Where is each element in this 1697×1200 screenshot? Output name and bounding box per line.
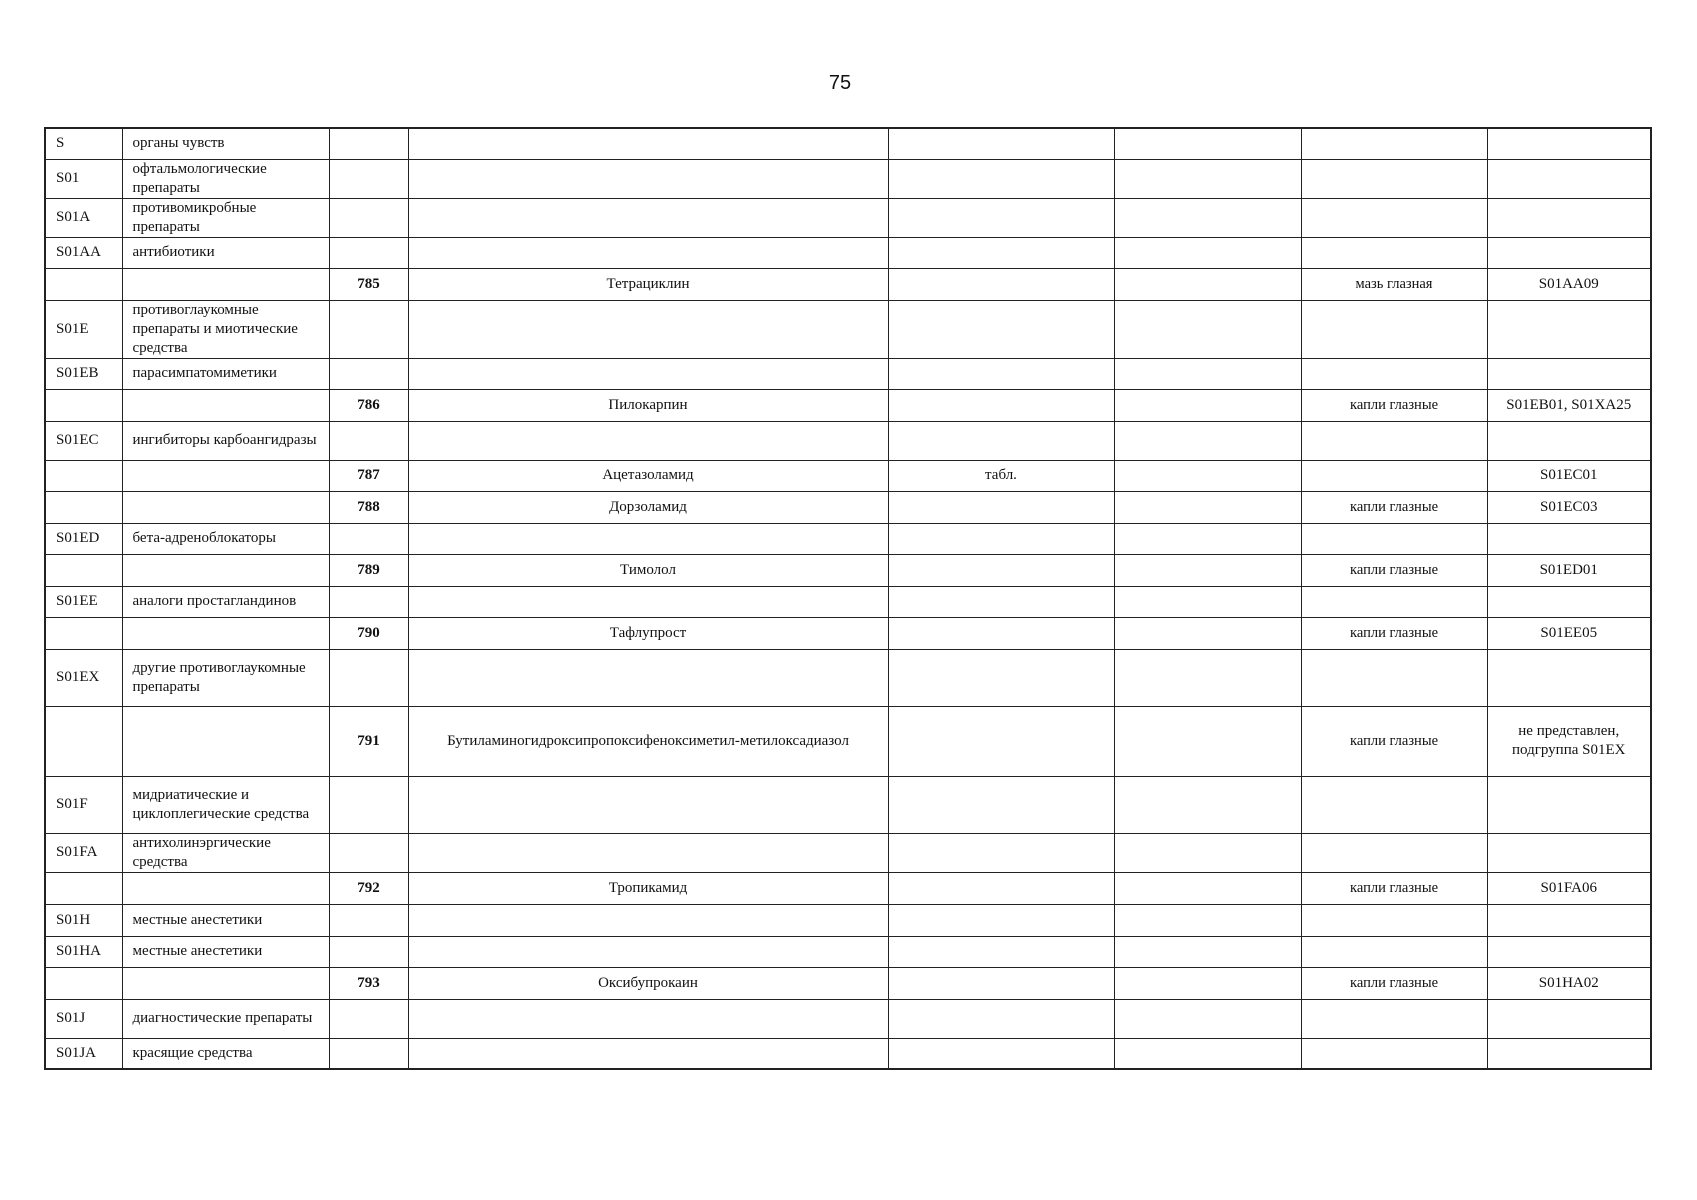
extra-form-cell xyxy=(1114,586,1301,617)
item-number-cell xyxy=(329,159,408,198)
table-row xyxy=(45,554,1651,586)
drug-name-cell: Дорзоламид xyxy=(408,491,888,523)
group-name-cell: парасимпатомиметики xyxy=(122,358,329,389)
drug-name-cell: Оксибупрокаин xyxy=(408,967,888,999)
item-number-cell: 788 xyxy=(329,491,408,523)
extra-form-cell xyxy=(1114,460,1301,491)
table-row xyxy=(45,159,1651,198)
eye-form-cell xyxy=(1301,300,1487,358)
extra-form-cell xyxy=(1114,198,1301,237)
atc-code-cell xyxy=(45,554,122,586)
extra-form-cell xyxy=(1114,649,1301,706)
table-row xyxy=(45,649,1651,706)
dosage-form-cell xyxy=(888,833,1114,872)
dosage-form-cell xyxy=(888,389,1114,421)
dosage-form-cell xyxy=(888,586,1114,617)
atc-reference-cell xyxy=(1487,586,1651,617)
table-row xyxy=(45,967,1651,999)
extra-form-cell xyxy=(1114,389,1301,421)
dosage-form-cell: табл. xyxy=(888,460,1114,491)
extra-form-cell xyxy=(1114,617,1301,649)
item-number-cell: 793 xyxy=(329,967,408,999)
eye-form-cell xyxy=(1301,1038,1487,1069)
atc-code-cell: S xyxy=(45,128,122,159)
table-row xyxy=(45,999,1651,1038)
eye-form-cell xyxy=(1301,999,1487,1038)
eye-form-cell xyxy=(1301,237,1487,268)
atc-reference-cell xyxy=(1487,198,1651,237)
dosage-form-cell xyxy=(888,159,1114,198)
drug-name-cell xyxy=(408,999,888,1038)
atc-reference-cell: S01AA09 xyxy=(1487,268,1651,300)
group-name-cell xyxy=(122,460,329,491)
table-row xyxy=(45,491,1651,523)
item-number-cell xyxy=(329,198,408,237)
dosage-form-cell xyxy=(888,300,1114,358)
eye-form-cell xyxy=(1301,936,1487,967)
extra-form-cell xyxy=(1114,706,1301,776)
eye-form-cell xyxy=(1301,421,1487,460)
eye-form-cell: капли глазные xyxy=(1301,389,1487,421)
extra-form-cell xyxy=(1114,128,1301,159)
group-name-cell xyxy=(122,268,329,300)
eye-form-cell: капли глазные xyxy=(1301,967,1487,999)
extra-form-cell xyxy=(1114,159,1301,198)
atc-reference-cell: S01FA06 xyxy=(1487,872,1651,904)
atc-code-cell: S01J xyxy=(45,999,122,1038)
atc-code-cell xyxy=(45,460,122,491)
atc-reference-cell: не представлен, подгруппа S01EX xyxy=(1487,706,1651,776)
table-row xyxy=(45,617,1651,649)
atc-reference-cell xyxy=(1487,237,1651,268)
drug-name-cell xyxy=(408,421,888,460)
group-name-cell: антибиотики xyxy=(122,237,329,268)
dosage-form-cell xyxy=(888,1038,1114,1069)
item-number-cell: 789 xyxy=(329,554,408,586)
drug-name-cell xyxy=(408,159,888,198)
item-number-cell xyxy=(329,1038,408,1069)
drug-name-cell xyxy=(408,586,888,617)
group-name-cell xyxy=(122,872,329,904)
table-row xyxy=(45,237,1651,268)
atc-code-cell xyxy=(45,967,122,999)
atc-reference-cell xyxy=(1487,421,1651,460)
drug-name-cell xyxy=(408,833,888,872)
extra-form-cell xyxy=(1114,523,1301,554)
group-name-cell: красящие средства xyxy=(122,1038,329,1069)
group-name-cell xyxy=(122,554,329,586)
table-row xyxy=(45,421,1651,460)
table-row xyxy=(45,460,1651,491)
item-number-cell: 786 xyxy=(329,389,408,421)
table-row xyxy=(45,833,1651,872)
extra-form-cell xyxy=(1114,300,1301,358)
atc-code-cell xyxy=(45,491,122,523)
dosage-form-cell xyxy=(888,904,1114,936)
atc-code-cell: S01ED xyxy=(45,523,122,554)
atc-code-cell: S01A xyxy=(45,198,122,237)
eye-form-cell: капли глазные xyxy=(1301,554,1487,586)
drug-name-cell: Тетрациклин xyxy=(408,268,888,300)
drug-name-cell: Пилокарпин xyxy=(408,389,888,421)
table-row xyxy=(45,706,1651,776)
dosage-form-cell xyxy=(888,776,1114,833)
item-number-cell xyxy=(329,237,408,268)
item-number-cell xyxy=(329,300,408,358)
drug-name-cell xyxy=(408,904,888,936)
table-row xyxy=(45,586,1651,617)
atc-code-cell: S01JA xyxy=(45,1038,122,1069)
group-name-cell: диагностические препараты xyxy=(122,999,329,1038)
eye-form-cell xyxy=(1301,128,1487,159)
drug-name-cell xyxy=(408,128,888,159)
drug-name-cell xyxy=(408,358,888,389)
atc-code-cell xyxy=(45,389,122,421)
atc-reference-cell xyxy=(1487,776,1651,833)
group-name-cell: бета-адреноблокаторы xyxy=(122,523,329,554)
eye-form-cell xyxy=(1301,776,1487,833)
extra-form-cell xyxy=(1114,967,1301,999)
atc-code-cell: S01AA xyxy=(45,237,122,268)
table-row xyxy=(45,268,1651,300)
item-number-cell xyxy=(329,776,408,833)
extra-form-cell xyxy=(1114,421,1301,460)
dosage-form-cell xyxy=(888,872,1114,904)
item-number-cell xyxy=(329,936,408,967)
item-number-cell: 792 xyxy=(329,872,408,904)
eye-form-cell: капли глазные xyxy=(1301,617,1487,649)
atc-reference-cell: S01EC03 xyxy=(1487,491,1651,523)
atc-reference-cell: S01HA02 xyxy=(1487,967,1651,999)
drug-classification-table xyxy=(44,127,1652,1070)
table-row xyxy=(45,300,1651,358)
eye-form-cell xyxy=(1301,649,1487,706)
group-name-cell xyxy=(122,491,329,523)
atc-code-cell: S01EE xyxy=(45,586,122,617)
drug-name-cell xyxy=(408,1038,888,1069)
atc-code-cell: S01H xyxy=(45,904,122,936)
eye-form-cell xyxy=(1301,460,1487,491)
atc-reference-cell xyxy=(1487,904,1651,936)
eye-form-cell xyxy=(1301,586,1487,617)
atc-reference-cell xyxy=(1487,128,1651,159)
table-row xyxy=(45,198,1651,237)
item-number-cell xyxy=(329,833,408,872)
table-row xyxy=(45,872,1651,904)
drug-name-cell: Ацетазоламид xyxy=(408,460,888,491)
dosage-form-cell xyxy=(888,237,1114,268)
drug-name-cell xyxy=(408,198,888,237)
table-row xyxy=(45,358,1651,389)
atc-reference-cell xyxy=(1487,358,1651,389)
dosage-form-cell xyxy=(888,421,1114,460)
group-name-cell: другие противоглаукомные препараты xyxy=(122,649,329,706)
table-row xyxy=(45,1038,1651,1069)
item-number-cell xyxy=(329,999,408,1038)
drug-name-cell xyxy=(408,936,888,967)
group-name-cell: антихолинэргические средства xyxy=(122,833,329,872)
item-number-cell: 791 xyxy=(329,706,408,776)
atc-code-cell: S01HA xyxy=(45,936,122,967)
atc-code-cell: S01EB xyxy=(45,358,122,389)
drug-name-cell: Тропикамид xyxy=(408,872,888,904)
item-number-cell xyxy=(329,586,408,617)
dosage-form-cell xyxy=(888,706,1114,776)
group-name-cell: местные анестетики xyxy=(122,936,329,967)
group-name-cell xyxy=(122,706,329,776)
atc-reference-cell xyxy=(1487,649,1651,706)
eye-form-cell xyxy=(1301,523,1487,554)
eye-form-cell xyxy=(1301,159,1487,198)
eye-form-cell xyxy=(1301,358,1487,389)
group-name-cell xyxy=(122,967,329,999)
atc-code-cell: S01 xyxy=(45,159,122,198)
group-name-cell: противомикробные препараты xyxy=(122,198,329,237)
extra-form-cell xyxy=(1114,268,1301,300)
drug-name-cell: Тимолол xyxy=(408,554,888,586)
dosage-form-cell xyxy=(888,358,1114,389)
atc-reference-cell: S01EE05 xyxy=(1487,617,1651,649)
extra-form-cell xyxy=(1114,999,1301,1038)
atc-reference-cell xyxy=(1487,1038,1651,1069)
atc-code-cell xyxy=(45,268,122,300)
atc-reference-cell xyxy=(1487,936,1651,967)
group-name-cell: ингибиторы карбоангидразы xyxy=(122,421,329,460)
group-name-cell xyxy=(122,389,329,421)
extra-form-cell xyxy=(1114,358,1301,389)
item-number-cell: 785 xyxy=(329,268,408,300)
eye-form-cell xyxy=(1301,198,1487,237)
atc-reference-cell xyxy=(1487,999,1651,1038)
atc-code-cell: S01FA xyxy=(45,833,122,872)
extra-form-cell xyxy=(1114,776,1301,833)
eye-form-cell: мазь глазная xyxy=(1301,268,1487,300)
atc-reference-cell xyxy=(1487,159,1651,198)
dosage-form-cell xyxy=(888,491,1114,523)
extra-form-cell xyxy=(1114,491,1301,523)
drug-name-cell xyxy=(408,523,888,554)
extra-form-cell xyxy=(1114,237,1301,268)
eye-form-cell: капли глазные xyxy=(1301,491,1487,523)
drug-name-cell xyxy=(408,300,888,358)
group-name-cell: местные анестетики xyxy=(122,904,329,936)
atc-code-cell: S01EX xyxy=(45,649,122,706)
atc-reference-cell xyxy=(1487,833,1651,872)
dosage-form-cell xyxy=(888,936,1114,967)
dosage-form-cell xyxy=(888,617,1114,649)
eye-form-cell xyxy=(1301,904,1487,936)
dosage-form-cell xyxy=(888,967,1114,999)
drug-name-cell xyxy=(408,237,888,268)
eye-form-cell xyxy=(1301,833,1487,872)
group-name-cell: органы чувств xyxy=(122,128,329,159)
eye-form-cell: капли глазные xyxy=(1301,706,1487,776)
extra-form-cell xyxy=(1114,872,1301,904)
item-number-cell: 790 xyxy=(329,617,408,649)
dosage-form-cell xyxy=(888,128,1114,159)
item-number-cell xyxy=(329,421,408,460)
item-number-cell xyxy=(329,649,408,706)
dosage-form-cell xyxy=(888,649,1114,706)
atc-code-cell: S01EC xyxy=(45,421,122,460)
atc-code-cell xyxy=(45,617,122,649)
item-number-cell: 787 xyxy=(329,460,408,491)
drug-name-cell xyxy=(408,776,888,833)
dosage-form-cell xyxy=(888,198,1114,237)
extra-form-cell xyxy=(1114,833,1301,872)
dosage-form-cell xyxy=(888,554,1114,586)
drug-name-cell: Тафлупрост xyxy=(408,617,888,649)
atc-reference-cell xyxy=(1487,523,1651,554)
drug-name-cell: Бутиламиногидроксипропоксифеноксиметил-метилоксадиазол xyxy=(408,706,888,776)
table-body xyxy=(45,128,1651,1069)
group-name-cell xyxy=(122,617,329,649)
atc-reference-cell: S01EB01, S01XA25 xyxy=(1487,389,1651,421)
item-number-cell xyxy=(329,358,408,389)
dosage-form-cell xyxy=(888,999,1114,1038)
atc-reference-cell: S01EC01 xyxy=(1487,460,1651,491)
group-name-cell: противоглаукомные препараты и миотические средства xyxy=(122,300,329,358)
table-row xyxy=(45,523,1651,554)
table-row xyxy=(45,904,1651,936)
atc-reference-cell: S01ED01 xyxy=(1487,554,1651,586)
atc-code-cell: S01E xyxy=(45,300,122,358)
group-name-cell: мидриатические и циклоплегические средства xyxy=(122,776,329,833)
item-number-cell xyxy=(329,128,408,159)
atc-code-cell xyxy=(45,706,122,776)
extra-form-cell xyxy=(1114,904,1301,936)
page-number: 75 xyxy=(828,72,852,94)
atc-code-cell: S01F xyxy=(45,776,122,833)
atc-code-cell xyxy=(45,872,122,904)
item-number-cell xyxy=(329,904,408,936)
table-row xyxy=(45,389,1651,421)
eye-form-cell: капли глазные xyxy=(1301,872,1487,904)
group-name-cell: аналоги простагландинов xyxy=(122,586,329,617)
group-name-cell: офтальмологические препараты xyxy=(122,159,329,198)
table-row xyxy=(45,776,1651,833)
table-row xyxy=(45,936,1651,967)
atc-reference-cell xyxy=(1487,300,1651,358)
extra-form-cell xyxy=(1114,1038,1301,1069)
item-number-cell xyxy=(329,523,408,554)
dosage-form-cell xyxy=(888,268,1114,300)
extra-form-cell xyxy=(1114,554,1301,586)
table-row xyxy=(45,128,1651,159)
dosage-form-cell xyxy=(888,523,1114,554)
drug-name-cell xyxy=(408,649,888,706)
extra-form-cell xyxy=(1114,936,1301,967)
